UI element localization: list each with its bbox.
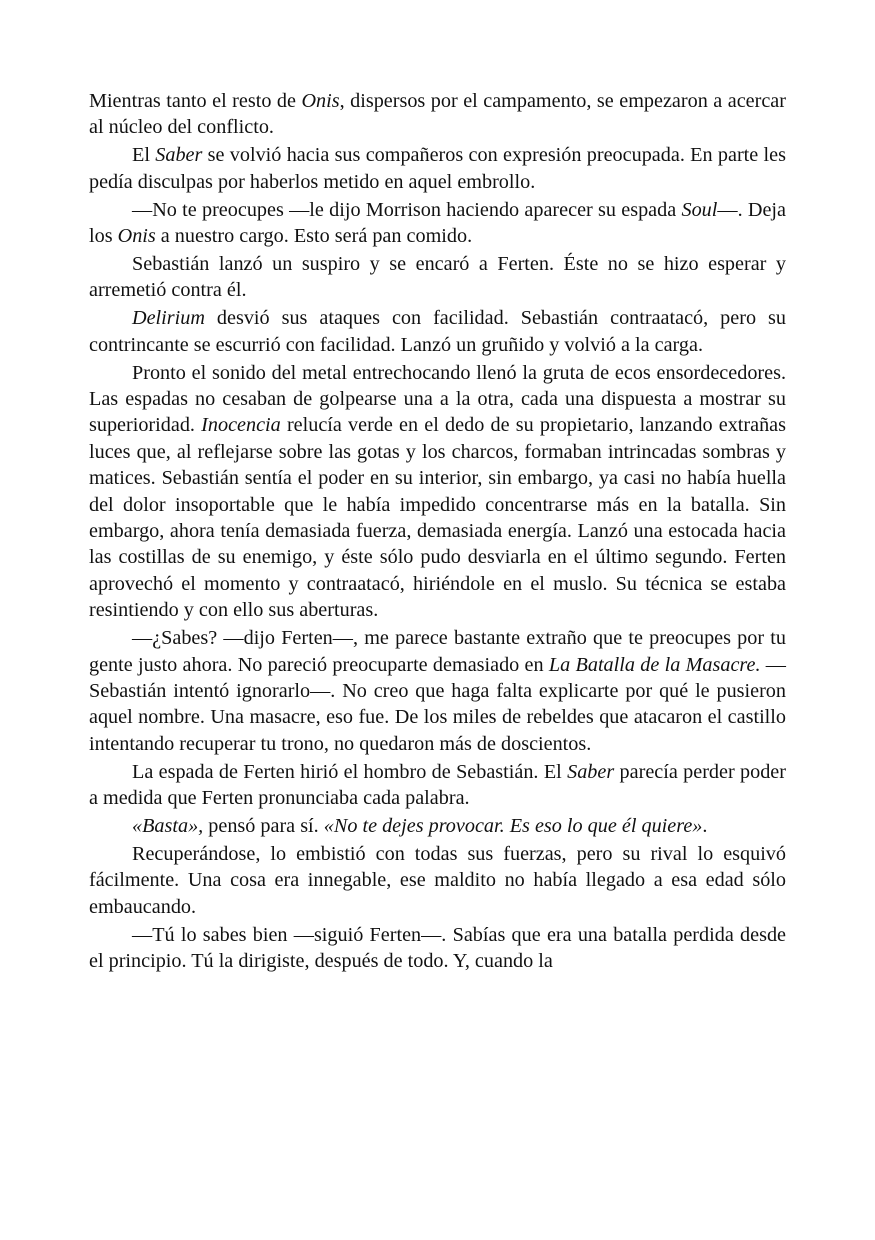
paragraph-2: El Saber se volvió hacia sus compañeros con expresión preocupada. En parte les pedía disculpas por haberlos metido en aquel embrollo. xyxy=(89,144,786,193)
paragraph-4: Sebastián lanzó un suspiro y se encaró a Ferten. Éste no se hizo esperar y arremetió contra él. xyxy=(89,252,786,302)
paragraph-11: —Tú lo sabes bien —siguió Ferten—. Sabías que era una batalla perdida desde el principio. Tú la dirigiste, después de todo. Y, cuando la xyxy=(89,923,786,972)
paragraph-5: Delirium desvió sus ataques con facilidad. Sebastián contraatacó, pero su contrincante se escurrió con facilidad. Lanzó un gruñido y volvió a la carga. xyxy=(89,307,786,356)
paragraph-10: Recuperándose, lo embistió con todas sus fuerzas, pero su rival lo esquivó fácilmente. Una cosa era innegable, ese maldito no había llegado a esa edad sólo embaucando. xyxy=(89,842,786,918)
paragraph-8: La espada de Ferten hirió el hombro de Sebastián. El Saber parecía perder poder a medida que Ferten pronunciaba cada palabra. xyxy=(89,760,786,810)
paragraph-3: —No te preocupes —le dijo Morrison haciendo aparecer su espada Soul—. Deja los Onis a nuestro cargo. Esto será pan comido. xyxy=(89,198,786,248)
page-body xyxy=(89,88,786,974)
paragraph-1: Mientras tanto el resto de Onis, dispersos por el campamento, se empezaron a acercar al núcleo del conflicto. xyxy=(89,90,786,139)
paragraph-7: —¿Sabes? —dijo Ferten—, me parece bastante extraño que te preocupes por tu gente justo ahora. No pareció preocuparte demasiado en La Batalla de la Masacre. —Sebastián intentó ignorarlo—. No creo que haga falta explicarte por qué le pusieron aquel nombre. Una masacre, eso fue. De los miles de rebeldes que atacaron el castillo intentando recuperar tu trono, no quedaron más de doscientos. xyxy=(89,627,786,755)
paragraph-6: Pronto el sonido del metal entrechocando llenó la gruta de ecos ensordecedores. Las espadas no cesaban de golpearse una a la otra, cada una dispuesta a mostrar su superioridad. Inocencia relucía verde en el dedo de su propietario, lanzando extrañas luces que, al reflejarse sobre las gotas y los charcos, formaban intrincadas sombras y matices. Sebastián sentía el poder en su interior, sin embargo, ya casi no había huella del dolor insoportable que le había impedido concentrarse más en la batalla. Sin embargo, ahora tenía demasiada fuerza, demasiada energía. Lanzó una estocada hacia las costillas de su enemigo, y éste sólo pudo desviarla en el último segundo. Ferten aprovechó el momento y contraatacó, hiriéndole en el muslo. Su técnica se estaba resintiendo y con ello sus aberturas. xyxy=(89,361,786,622)
paragraph-9: «Basta», pensó para sí. «No te dejes provocar. Es eso lo que él quiere». xyxy=(132,814,708,837)
